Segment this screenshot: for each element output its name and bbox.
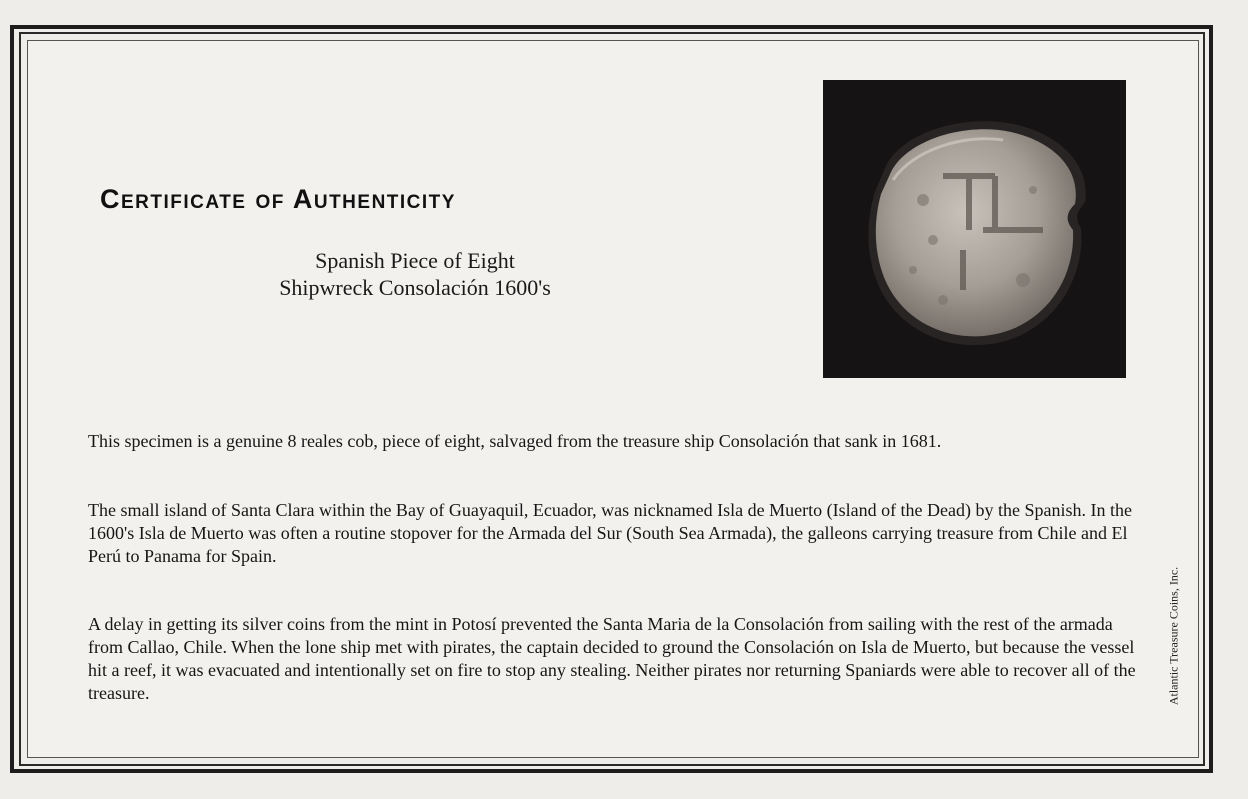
shipwreck-name: Shipwreck Consolación 1600's [279,275,551,300]
issuer-credit: Atlantic Treasure Coins, Inc. [1166,566,1181,706]
paragraph-shipwreck: A delay in getting its silver coins from the mint in Potosí prevented the Santa Maria de la Consolación from sailing with the rest of the armada from Callao, Chile. When the lone ship met with pirates, the captain decided to ground the Consolación on Isla de Muerto, but because the vessel hit a reef, it was evacuated and intentionally set on fire to stop any stealing. Neither pirates nor returning Spaniards were able to recover all of the treasure. [88,614,1136,703]
paragraph-specimen: This specimen is a genuine 8 reales cob, piece of eight, salvaged from the treasure ship Consolación that sank in 1681. [88,431,942,451]
certificate-title: Certificate of Authenticity [100,184,456,214]
coin-photo [823,80,1126,378]
paragraph-history: The small island of Santa Clara within the Bay of Guayaquil, Ecuador, was nicknamed Isla de Muerto (Island of the Dead) by the Spanish. In the 1600's Isla de Muerto was often a routine stopover for the Armada del Sur (South Sea Armada), the galleons carrying treasure from Chile and El Perú to Panama for Spain. [88,500,1132,566]
coin-name: Spanish Piece of Eight [315,248,515,273]
silver-coin-image [823,80,1126,378]
